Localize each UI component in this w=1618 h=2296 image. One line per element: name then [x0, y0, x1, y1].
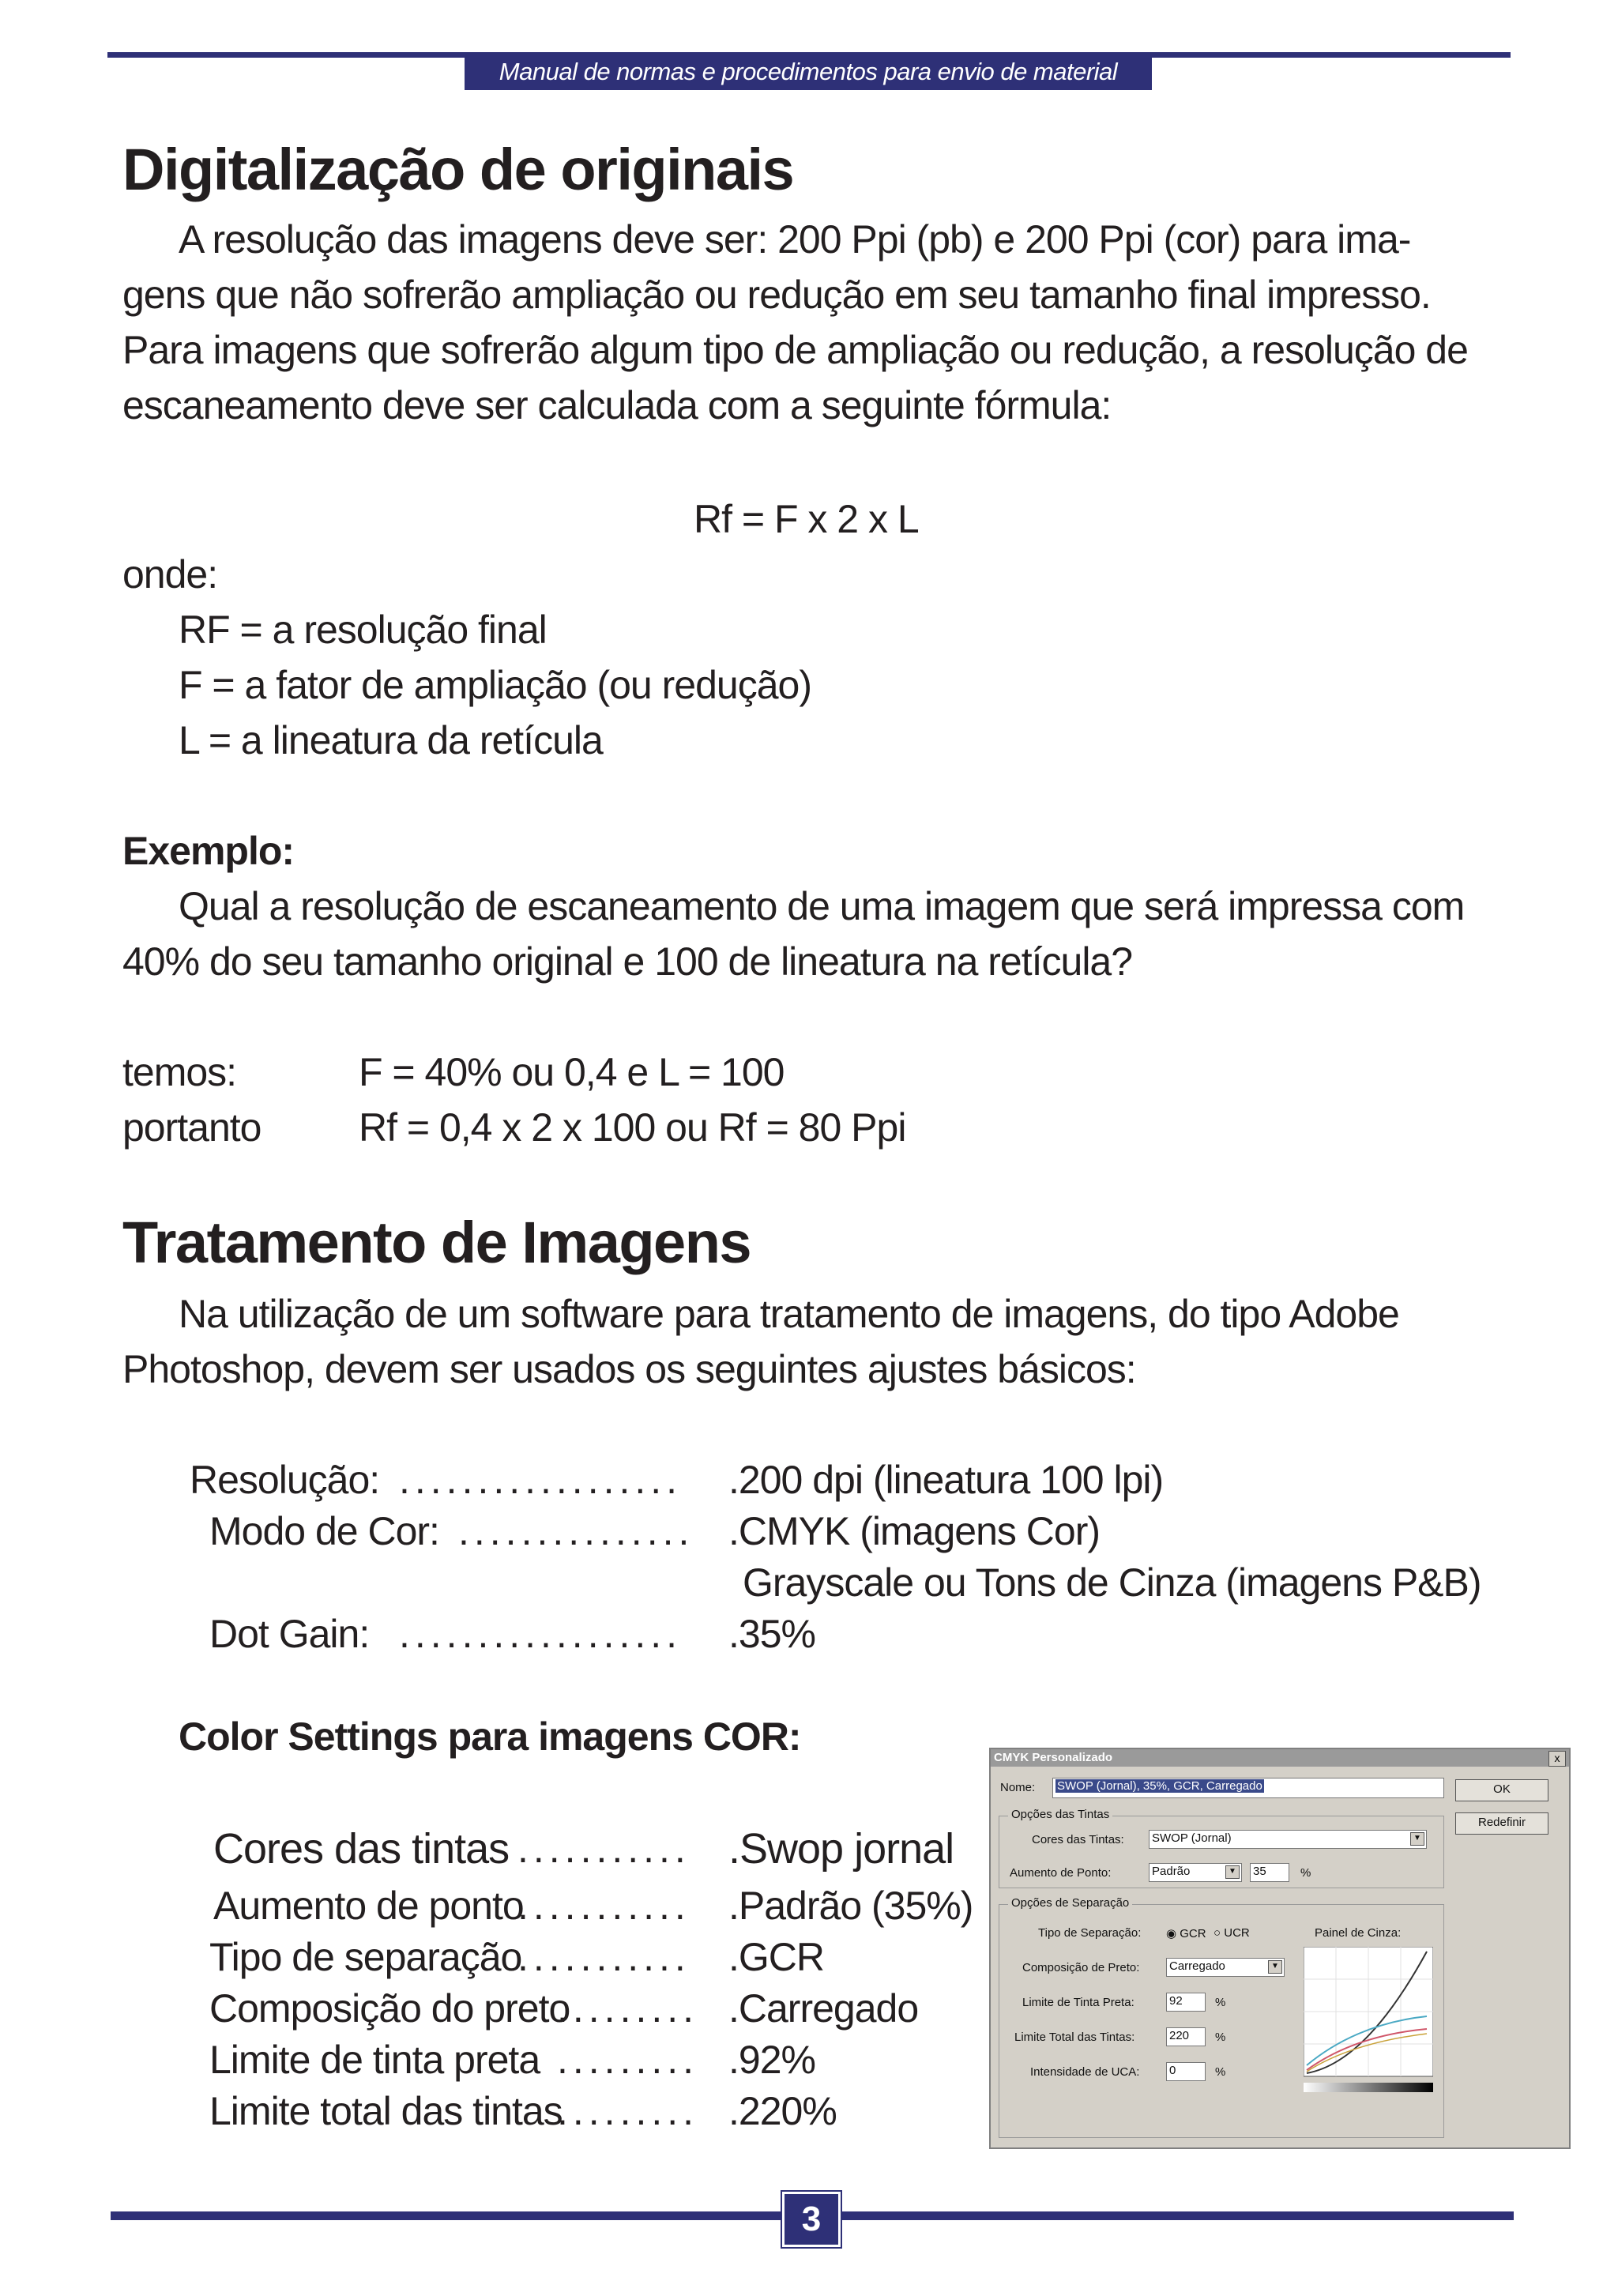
- definition-rf: RF = a resolução final: [179, 608, 547, 652]
- black-limit-label: Limite de Tinta Preta:: [1022, 1996, 1134, 2009]
- chevron-down-icon: ▼: [1410, 1832, 1424, 1846]
- black-generation-value: Carregado: [1169, 1959, 1225, 1973]
- color-setting-dots: .........: [557, 2038, 699, 2082]
- gcr-radio[interactable]: ◉ GCR: [1166, 1927, 1206, 1940]
- color-setting-dots: ...........: [517, 1827, 690, 1871]
- where-label: onde:: [122, 552, 218, 597]
- setting-dots: ..................: [399, 1612, 683, 1656]
- ok-button[interactable]: OK: [1455, 1779, 1548, 1801]
- definition-f: F = a fator de ampliação (ou redução): [179, 663, 811, 707]
- color-setting-value: .Padrão (35%): [728, 1884, 973, 1928]
- color-setting-value: .Carregado: [728, 1986, 919, 2031]
- color-setting-value: .Swop jornal: [728, 1825, 954, 1873]
- chevron-down-icon: ▼: [1268, 1960, 1282, 1974]
- paragraph-line: Photoshop, devem ser usados os seguintes ajustes básicos:: [122, 1347, 1136, 1391]
- gcr-label: GCR: [1180, 1927, 1206, 1940]
- name-input[interactable]: [1052, 1778, 1444, 1798]
- setting-dots: ...............: [458, 1509, 694, 1553]
- ucr-radio[interactable]: ○ UCR: [1214, 1926, 1250, 1940]
- total-limit-input[interactable]: 220: [1166, 2027, 1206, 2046]
- dot-gain-select[interactable]: [1149, 1863, 1242, 1882]
- black-generation-select[interactable]: [1166, 1958, 1285, 1977]
- color-setting-value: .GCR: [728, 1935, 824, 1979]
- temos-value: F = 40% ou 0,4 e L = 100: [359, 1050, 785, 1094]
- cmyk-dialog: [989, 1748, 1571, 2149]
- color-setting-label: Aumento de ponto: [213, 1884, 524, 1928]
- dot-gain-input[interactable]: 35: [1250, 1863, 1289, 1882]
- header-title: Manual de normas e procedimentos para envio de material: [465, 54, 1152, 90]
- portanto-value: Rf = 0,4 x 2 x 100 ou Rf = 80 Ppi: [359, 1105, 906, 1150]
- percent-label: %: [1215, 2065, 1226, 2079]
- gray-panel-label: Painel de Cinza:: [1315, 1926, 1402, 1940]
- dot-gain-label: Aumento de Ponto:: [1010, 1866, 1112, 1880]
- uca-input[interactable]: 0: [1166, 2062, 1206, 2081]
- color-settings-heading: Color Settings para imagens COR:: [179, 1714, 801, 1759]
- percent-label: %: [1215, 1996, 1226, 2009]
- ucr-label: UCR: [1224, 1926, 1250, 1940]
- color-setting-dots: ...........: [517, 1884, 690, 1928]
- name-value: SWOP (Jornal), 35%, GCR, Carregado: [1057, 1779, 1262, 1793]
- reset-button[interactable]: Redefinir: [1455, 1812, 1548, 1835]
- portanto-label: portanto: [122, 1105, 262, 1150]
- black-generation-label: Composição de Preto:: [1022, 1961, 1140, 1974]
- gray-ramp-graph: [1304, 1947, 1433, 2094]
- page-number-box: [782, 2192, 841, 2247]
- example-line: Qual a resolução de escaneamento de uma imagem que será impressa com: [179, 884, 1465, 928]
- total-limit-label: Limite Total das Tintas:: [1014, 2031, 1135, 2044]
- paragraph-line: escaneamento deve ser calculada com a seguinte fórmula:: [122, 383, 1112, 427]
- color-setting-label: Limite de tinta preta: [209, 2038, 540, 2082]
- setting-dots: ..................: [399, 1458, 683, 1502]
- separation-options-label: Opções de Separação: [1008, 1896, 1132, 1910]
- paragraph-line: Na utilização de um software para tratamento de imagens, do tipo Adobe: [179, 1292, 1399, 1336]
- ink-colors-label: Cores das Tintas:: [1032, 1833, 1124, 1846]
- percent-label: %: [1300, 1866, 1311, 1880]
- name-label: Nome:: [1000, 1781, 1036, 1794]
- setting-value: .200 dpi (lineatura 100 lpi): [728, 1458, 1164, 1502]
- separation-type-label: Tipo de Separação:: [1038, 1926, 1142, 1940]
- color-setting-dots: .........: [557, 1986, 699, 2031]
- ink-colors-value: SWOP (Jornal): [1152, 1831, 1232, 1845]
- ink-options-label: Opções das Tintas: [1008, 1808, 1112, 1821]
- paragraph-line: A resolução das imagens deve ser: 200 Ppi (pb) e 200 Ppi (cor) para ima-: [179, 217, 1411, 262]
- setting-value: .35%: [728, 1612, 815, 1656]
- temos-label: temos:: [122, 1050, 237, 1094]
- example-line: 40% do seu tamanho original e 100 de lineatura na retícula?: [122, 939, 1133, 984]
- color-setting-dots: .........: [557, 2089, 699, 2133]
- color-setting-value: .92%: [728, 2038, 815, 2082]
- color-setting-value: .220%: [728, 2089, 837, 2133]
- example-heading: Exemplo:: [122, 829, 295, 873]
- setting-label: Resolução:: [190, 1458, 380, 1502]
- paragraph-line: Para imagens que sofrerão algum tipo de ampliação ou redução, a resolução de: [122, 328, 1468, 372]
- formula: Rf = F x 2 x L: [694, 497, 919, 541]
- definition-l: L = a lineatura da retícula: [179, 718, 603, 762]
- dialog-title: CMYK Personalizado: [991, 1749, 1569, 1767]
- page-number: 3: [801, 2200, 822, 2238]
- section-heading-digitalizacao: Digitalização de originais: [122, 137, 794, 202]
- setting-label: Modo de Cor:: [209, 1509, 439, 1553]
- section-heading-tratamento: Tratamento de Imagens: [122, 1210, 751, 1275]
- setting-value: .CMYK (imagens Cor): [728, 1509, 1100, 1553]
- setting-label: Dot Gain:: [209, 1612, 370, 1656]
- color-setting-label: Tipo de separação: [209, 1935, 522, 1979]
- dot-gain-mode: Padrão: [1152, 1865, 1191, 1878]
- percent-label: %: [1215, 2031, 1226, 2044]
- paragraph-line: gens que não sofrerão ampliação ou redução em seu tamanho final impresso.: [122, 273, 1431, 317]
- color-setting-label: Limite total das tintas: [209, 2089, 563, 2133]
- uca-label: Intensidade de UCA:: [1030, 2065, 1140, 2079]
- color-setting-label: Composição do preto: [209, 1986, 570, 2031]
- gray-gradient: [1304, 2083, 1433, 2092]
- color-setting-dots: ...........: [517, 1935, 690, 1979]
- chevron-down-icon: ▼: [1225, 1865, 1240, 1879]
- close-icon[interactable]: x: [1548, 1751, 1566, 1767]
- color-setting-label: Cores das tintas: [213, 1825, 510, 1873]
- setting-value: Grayscale ou Tons de Cinza (imagens P&B): [743, 1560, 1481, 1605]
- ink-colors-select[interactable]: [1149, 1830, 1427, 1849]
- black-limit-input[interactable]: 92: [1166, 1993, 1206, 2012]
